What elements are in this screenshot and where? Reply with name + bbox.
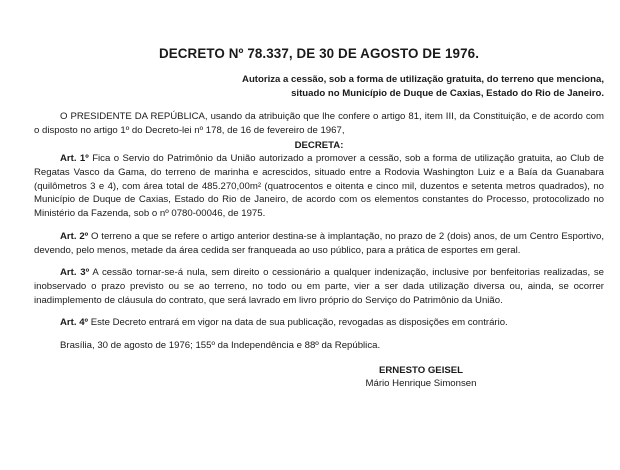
article-3 (34, 266, 604, 307)
article-2-text: O terreno a que se refere o artigo anterior destina-se à implantação, no prazo de 2 (dois) anos, de um Centro Esportivo, devendo, pelo menos, metade da área cedida ser franqueada ao uso público, para a prática de esportes em geral. (34, 230, 604, 256)
summary-line-2: situado no Município de Duque de Caxias, Estado do Rio de Janeiro. (291, 87, 604, 99)
summary-line-1: Autoriza a cessão, sob a forma de utilização gratuita, do terreno que menciona, (242, 74, 604, 85)
article-2-label: Art. 2º (60, 230, 89, 242)
signatory-name: ERNESTO GEISEL (378, 364, 464, 376)
closing-line: Brasília, 30 de agosto de 1976; 155º da Independência e 88º da República. (60, 340, 381, 352)
signature-block (360, 364, 482, 391)
article-1 (34, 152, 604, 221)
decree-document (34, 46, 604, 391)
article-1-text: Fica o Servio do Patrimônio da União autorizado a promover a cessão, sob a forma de utilização gratuita, ao Club de Regatas Vasco da Gama, do terreno de marinha e acrescidos, situado entre a Rodovia Washington Luiz e a Baía da Guanabara (quilômetros 3 e 4), com área total de 485.270,00m² (quatrocentos e oitenta e cinco mil, duzentos e setenta metros quadrados), no Município de Duque de Caxias, Estado do Rio de Janeiro, de acordo com os elementos constantes do Processo, protocolizado no Ministério da Fazenda, sob o nº 0780-00046, de 1975. (34, 153, 605, 220)
article-1-label: Art. 1º (60, 153, 89, 165)
decreta-heading: DECRETA: (294, 139, 344, 151)
decree-title: DECRETO Nº 78.337, DE 30 DE AGOSTO DE 1976. (158, 46, 480, 61)
preamble: O PRESIDENTE DA REPÚBLICA, usando da atribuição que lhe confere o artigo 81, item III, da Constituição, e de acordo com o disposto no artigo 1º do Decreto-lei nº 178, de 16 de fevereiro de 1967, (34, 111, 604, 136)
article-4 (34, 316, 604, 330)
article-3-label: Art. 3º (60, 267, 90, 279)
cosignatory-name: Mário Henrique Simonsen (365, 378, 477, 390)
decree-summary (230, 73, 604, 100)
article-4-text: Este Decreto entrará em vigor na data de sua publicação, revogadas as disposições em contrário. (90, 317, 508, 329)
article-3-text: A cessão tornar-se-á nula, sem direito o cessionário a qualquer indenização, inclusive por benfeitorias realizadas, se inobservado o prazo previsto ou se ao terreno, no todo ou em parte, vier a ser dada utilização diversa ou, ainda, se ocorrer inadimplemento de cláusula do contrato, que será lavrado em livro próprio do Serviço do Patrimônio da União. (34, 267, 605, 306)
article-4-label: Art. 4º (60, 317, 89, 329)
article-2 (34, 230, 604, 257)
